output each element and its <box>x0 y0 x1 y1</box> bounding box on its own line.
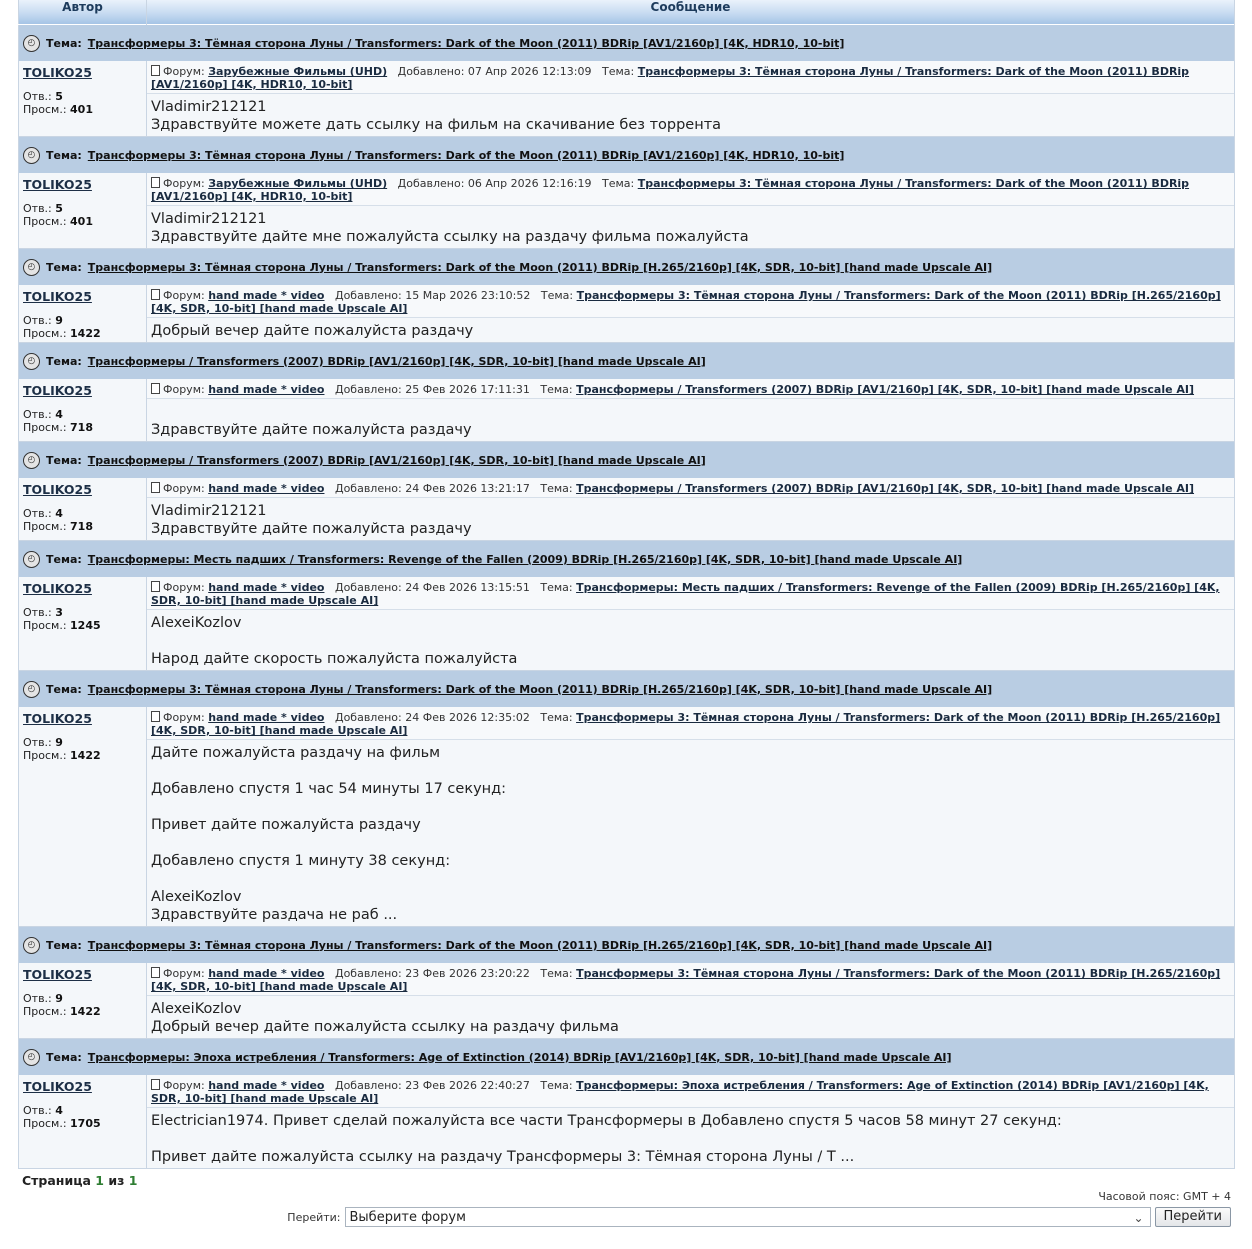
views-count: 1422 <box>70 749 101 762</box>
views-stat <box>23 215 142 228</box>
topic-icon: ◴ <box>23 937 40 954</box>
post-body <box>147 318 1234 342</box>
footer <box>18 1169 1235 1249</box>
author-cell <box>19 707 147 927</box>
post-line: Здравствуйте дайте мне пожалуйста ссылку на раздачу фильма пожалуйста <box>151 229 749 245</box>
views-label: Просм.: <box>23 1117 71 1130</box>
forum-link[interactable]: hand made * video <box>208 581 325 594</box>
post-line <box>151 632 1230 650</box>
post-icon[interactable] <box>151 383 160 394</box>
views-label: Просм.: <box>23 103 71 116</box>
author-name[interactable]: TOLIKO25 <box>23 1079 92 1094</box>
message-cell <box>147 61 1235 137</box>
chevron-down-icon: ⌄ <box>1133 1211 1144 1225</box>
post-body <box>147 1108 1234 1168</box>
post-date: 15 Мар 2026 23:10:52 <box>405 289 531 302</box>
post-line: Добавлено спустя 1 минуту 38 секунд: <box>151 853 451 869</box>
post-line: Добавлено спустя 1 час 54 минуты 17 секунд: <box>151 781 507 797</box>
topic-row <box>19 927 1235 964</box>
post-body <box>147 740 1234 926</box>
topic-line <box>19 35 1234 52</box>
post-meta <box>147 963 1234 996</box>
pagination <box>22 1173 137 1188</box>
post-topic-link[interactable]: Трансформеры 3: Тёмная сторона Луны / Transformers: Dark of the Moon (2011) BDRip [H.265/2160p] [4K, SDR, 10-bit] [hand made Upscale AI] <box>151 711 1221 737</box>
topic-cell <box>19 927 1235 964</box>
post-date: 23 Фев 2026 23:20:22 <box>405 967 530 980</box>
topic-row <box>19 25 1235 62</box>
topic-label: Тема: <box>540 581 577 594</box>
post-line: Дайте пожалуйста раздачу на фильм <box>151 745 441 761</box>
author-cell <box>19 61 147 137</box>
forum-label: Форум: <box>163 482 209 495</box>
post-icon[interactable] <box>151 581 160 592</box>
topic-icon: ◴ <box>23 681 40 698</box>
post-line <box>151 403 1230 421</box>
topic-link[interactable]: Трансформеры 3: Тёмная сторона Луны / Transformers: Dark of the Moon (2011) BDRip [AV1/2160p] [4K, HDR10, 10-bit] <box>87 148 845 162</box>
replies-stat <box>23 202 142 215</box>
topic-label: Тема: <box>602 65 638 78</box>
topic-icon: ◴ <box>23 353 40 370</box>
topic-cell <box>19 1039 1235 1076</box>
forum-jump <box>287 1207 1231 1227</box>
author-name[interactable]: TOLIKO25 <box>23 581 92 596</box>
topic-link[interactable]: Трансформеры / Transformers (2007) BDRip [AV1/2160p] [4K, SDR, 10-bit] [hand made Upscale AI] <box>87 453 706 467</box>
message-cell <box>147 1075 1235 1169</box>
topic-label: Тема: <box>46 148 82 162</box>
replies-label: Отв.: <box>23 314 56 327</box>
post-row <box>19 577 1235 671</box>
post-line: AlexeiKozlov <box>151 1001 242 1017</box>
topic-label: Тема: <box>540 482 577 495</box>
replies-label: Отв.: <box>23 202 56 215</box>
forum-label: Форум: <box>163 65 209 78</box>
topic-link[interactable]: Трансформеры 3: Тёмная сторона Луны / Transformers: Dark of the Moon (2011) BDRip [H.265/2160p] [4K, SDR, 10-bit] [hand made Upscale AI] <box>87 260 993 274</box>
replies-label: Отв.: <box>23 1104 56 1117</box>
author-name[interactable]: TOLIKO25 <box>23 967 92 982</box>
views-stat <box>23 421 142 434</box>
post-row <box>19 379 1235 442</box>
message-cell <box>147 173 1235 249</box>
page-label: Страница <box>22 1173 91 1188</box>
added-label: Добавлено: <box>334 482 406 495</box>
forum-link[interactable]: hand made * video <box>208 289 325 302</box>
post-topic-link[interactable]: Трансформеры 3: Тёмная сторона Луны / Transformers: Dark of the Moon (2011) BDRip [H.265/2160p] [4K, SDR, 10-bit] [hand made Upscale AI] <box>151 967 1221 993</box>
post-row <box>19 1075 1235 1169</box>
post-line <box>151 762 1230 780</box>
topic-cell <box>19 249 1235 286</box>
post-icon[interactable] <box>151 65 160 76</box>
topic-cell <box>19 442 1235 479</box>
author-name[interactable]: TOLIKO25 <box>23 711 92 726</box>
post-meta <box>147 707 1234 740</box>
replies-count: 9 <box>55 992 63 1005</box>
post-date: 23 Фев 2026 22:40:27 <box>405 1079 530 1092</box>
post-line <box>151 1130 1230 1148</box>
replies-count: 4 <box>55 408 63 421</box>
forum-label: Форум: <box>163 177 209 190</box>
replies-count: 9 <box>55 314 63 327</box>
topic-label: Тема: <box>540 967 577 980</box>
topic-line <box>19 452 1234 469</box>
replies-stat <box>23 408 142 421</box>
views-count: 1422 <box>70 1005 101 1018</box>
replies-stat <box>23 736 142 749</box>
forum-label: Форум: <box>163 581 209 594</box>
views-count: 1705 <box>70 1117 101 1130</box>
views-stat <box>23 1117 142 1130</box>
views-label: Просм.: <box>23 619 71 632</box>
post-line: Привет дайте пожалуйста раздачу <box>151 817 421 833</box>
views-label: Просм.: <box>23 520 71 533</box>
post-line: Добрый вечер дайте пожалуйста раздачу <box>151 323 474 339</box>
topic-icon: ◴ <box>23 35 40 52</box>
topic-label: Тема: <box>46 453 82 467</box>
replies-stat <box>23 507 142 520</box>
added-label: Добавлено: <box>334 1079 406 1092</box>
added-label: Добавлено: <box>334 581 406 594</box>
replies-label: Отв.: <box>23 606 56 619</box>
jump-label: Перейти: <box>287 1210 341 1224</box>
forum-label: Форум: <box>163 383 209 396</box>
forum-link[interactable]: Зарубежные Фильмы (UHD) <box>208 65 388 78</box>
added-label: Добавлено: <box>334 711 406 724</box>
topic-label: Тема: <box>540 289 577 302</box>
post-row <box>19 285 1235 343</box>
views-count: 718 <box>70 421 93 434</box>
post-meta <box>147 285 1234 318</box>
topic-cell <box>19 343 1235 380</box>
post-row <box>19 61 1235 137</box>
topic-label: Тема: <box>540 711 577 724</box>
post-date: 24 Фев 2026 13:21:17 <box>405 482 530 495</box>
post-meta <box>147 173 1234 206</box>
views-count: 1422 <box>70 327 101 340</box>
post-line: Vladimir212121 <box>151 503 267 519</box>
message-column-header[interactable]: Сообщение <box>147 0 1235 25</box>
replies-stat <box>23 314 142 327</box>
post-row <box>19 963 1235 1039</box>
post-date: 24 Фев 2026 13:15:51 <box>405 581 530 594</box>
message-cell <box>147 577 1235 671</box>
views-stat <box>23 327 142 340</box>
topic-cell <box>19 671 1235 708</box>
post-row <box>19 173 1235 249</box>
views-count: 1245 <box>70 619 101 632</box>
post-line <box>151 834 1230 852</box>
topic-cell <box>19 137 1235 174</box>
post-line: Здравствуйте можете дать ссылку на фильм на скачивание без торрента <box>151 117 722 133</box>
topic-row <box>19 442 1235 479</box>
post-line: Vladimir212121 <box>151 99 267 115</box>
post-meta <box>147 1075 1234 1108</box>
post-line: AlexeiKozlov <box>151 889 242 905</box>
topic-row <box>19 1039 1235 1076</box>
views-stat <box>23 619 142 632</box>
topic-label: Тема: <box>46 1050 82 1064</box>
post-icon[interactable] <box>151 1079 160 1090</box>
post-meta <box>147 379 1234 399</box>
post-icon[interactable] <box>151 711 160 722</box>
forum-label: Форум: <box>163 967 209 980</box>
replies-count: 5 <box>55 90 63 103</box>
timezone-info: Часовой пояс: GMT + 4 <box>1098 1190 1231 1203</box>
topic-line <box>19 681 1234 698</box>
post-line: Здравствуйте дайте пожалуйста раздачу <box>151 422 472 438</box>
views-stat <box>23 1005 142 1018</box>
post-line: Народ дайте скорость пожалуйста пожалуйста <box>151 651 518 667</box>
forum-link[interactable]: hand made * video <box>208 1079 325 1092</box>
author-cell <box>19 577 147 671</box>
replies-count: 3 <box>55 606 63 619</box>
topic-line <box>19 147 1234 164</box>
post-date: 24 Фев 2026 12:35:02 <box>405 711 530 724</box>
post-topic-link[interactable]: Трансформеры: Месть падших / Transformers: Revenge of the Fallen (2009) BDRip [H.265/2160p] [4K, SDR, 10-bit] [hand made Upscale AI] <box>151 581 1220 607</box>
replies-count: 9 <box>55 736 63 749</box>
replies-stat <box>23 606 142 619</box>
author-cell <box>19 285 147 343</box>
topic-line <box>19 937 1234 954</box>
author-name[interactable]: TOLIKO25 <box>23 289 92 304</box>
author-name[interactable]: TOLIKO25 <box>23 482 92 497</box>
forum-label: Форум: <box>163 289 209 302</box>
post-body <box>147 610 1234 670</box>
views-label: Просм.: <box>23 421 71 434</box>
post-topic-link[interactable]: Трансформеры / Transformers (2007) BDRip [AV1/2160p] [4K, SDR, 10-bit] [hand made Upscale AI] <box>576 383 1195 396</box>
forum-link[interactable]: hand made * video <box>208 383 325 396</box>
added-label: Добавлено: <box>397 65 468 78</box>
forum-link[interactable]: hand made * video <box>208 482 325 495</box>
topic-label: Тема: <box>46 552 82 566</box>
post-body <box>147 498 1234 540</box>
post-topic-link[interactable]: Трансформеры / Transformers (2007) BDRip [AV1/2160p] [4K, SDR, 10-bit] [hand made Upscale AI] <box>576 482 1195 495</box>
post-body <box>147 996 1234 1038</box>
topic-link[interactable]: Трансформеры: Месть падших / Transformers: Revenge of the Fallen (2009) BDRip [H.265/2160p] [4K, SDR, 10-bit] [hand made Upscale AI] <box>87 552 963 566</box>
forum-link[interactable]: Зарубежные Фильмы (UHD) <box>208 177 388 190</box>
topic-label: Тема: <box>540 1079 577 1092</box>
forum-select-value: Выберите форум <box>349 1210 466 1225</box>
message-cell <box>147 478 1235 541</box>
forum-link[interactable]: hand made * video <box>208 711 325 724</box>
topic-label: Тема: <box>46 682 82 696</box>
post-topic-link[interactable]: Трансформеры 3: Тёмная сторона Луны / Transformers: Dark of the Moon (2011) BDRip [AV1/2160p] [4K, HDR10, 10-bit] <box>151 65 1190 91</box>
author-cell <box>19 478 147 541</box>
forum-label: Форум: <box>163 711 209 724</box>
post-body <box>147 399 1234 441</box>
forum-link[interactable]: hand made * video <box>208 967 325 980</box>
replies-stat <box>23 1104 142 1117</box>
author-name[interactable]: TOLIKO25 <box>23 177 92 192</box>
replies-label: Отв.: <box>23 736 56 749</box>
page-current: 1 <box>95 1173 104 1188</box>
post-line: Добрый вечер дайте пожалуйста ссылку на раздачу фильма <box>151 1019 619 1035</box>
added-label: Добавлено: <box>334 383 406 396</box>
post-date: 07 Апр 2026 12:13:09 <box>467 65 592 78</box>
post-topic-link[interactable]: Трансформеры 3: Тёмная сторона Луны / Transformers: Dark of the Moon (2011) BDRip [AV1/2160p] [4K, HDR10, 10-bit] <box>151 177 1190 203</box>
topic-row <box>19 541 1235 578</box>
author-cell <box>19 173 147 249</box>
views-stat <box>23 520 142 533</box>
message-cell <box>147 379 1235 442</box>
topic-row <box>19 137 1235 174</box>
topic-icon: ◴ <box>23 551 40 568</box>
author-name[interactable]: TOLIKO25 <box>23 383 92 398</box>
views-stat <box>23 103 142 116</box>
author-cell <box>19 1075 147 1169</box>
topic-cell <box>19 541 1235 578</box>
replies-label: Отв.: <box>23 90 56 103</box>
replies-label: Отв.: <box>23 507 56 520</box>
message-cell <box>147 707 1235 927</box>
post-line <box>151 798 1230 816</box>
page-total: 1 <box>128 1173 138 1188</box>
post-icon[interactable] <box>151 482 160 493</box>
views-label: Просм.: <box>23 749 71 762</box>
topic-label: Тема: <box>602 177 638 190</box>
author-cell <box>19 963 147 1039</box>
post-line: Electrician1974. Привет сделай пожалуйста все части Трансформеры в Добавлено спустя 5 часов 58 минут 27 секунд: <box>151 1113 1062 1129</box>
post-meta <box>147 61 1234 94</box>
topic-label: Тема: <box>46 260 82 274</box>
post-date: 25 Фев 2026 17:11:31 <box>405 383 530 396</box>
topic-icon: ◴ <box>23 452 40 469</box>
topic-row <box>19 343 1235 380</box>
topic-icon: ◴ <box>23 1049 40 1066</box>
topic-link[interactable]: Трансформеры: Эпоха истребления / Transformers: Age of Extinction (2014) BDRip [AV1/2160p] [4K, SDR, 10-bit] [hand made Upscale AI] <box>87 1050 952 1064</box>
topic-cell <box>19 25 1235 62</box>
topic-label: Тема: <box>540 383 577 396</box>
post-icon[interactable] <box>151 967 160 978</box>
post-line: Vladimir212121 <box>151 211 267 227</box>
post-date: 06 Апр 2026 12:16:19 <box>467 177 592 190</box>
message-cell <box>147 963 1235 1039</box>
post-topic-link[interactable]: Трансформеры: Эпоха истребления / Transformers: Age of Extinction (2014) BDRip [AV1/2160p] [4K, SDR, 10-bit] [hand made Upscale AI] <box>151 1079 1209 1105</box>
topic-link[interactable]: Трансформеры / Transformers (2007) BDRip [AV1/2160p] [4K, SDR, 10-bit] [hand made Upscale AI] <box>87 354 706 368</box>
views-label: Просм.: <box>23 327 71 340</box>
topic-link[interactable]: Трансформеры 3: Тёмная сторона Луны / Transformers: Dark of the Moon (2011) BDRip [H.265/2160p] [4K, SDR, 10-bit] [hand made Upscale AI] <box>87 682 993 696</box>
post-body <box>147 206 1234 248</box>
topic-line <box>19 353 1234 370</box>
added-label: Добавлено: <box>397 177 468 190</box>
post-icon[interactable] <box>151 177 160 188</box>
replies-label: Отв.: <box>23 408 56 421</box>
search-results <box>18 0 1235 1249</box>
replies-count: 4 <box>55 1104 63 1117</box>
topic-link[interactable]: Трансформеры 3: Тёмная сторона Луны / Transformers: Dark of the Moon (2011) BDRip [H.265/2160p] [4K, SDR, 10-bit] [hand made Upscale AI] <box>87 938 993 952</box>
post-row <box>19 478 1235 541</box>
topic-label: Тема: <box>46 36 82 50</box>
added-label: Добавлено: <box>334 967 406 980</box>
replies-count: 5 <box>55 202 63 215</box>
message-cell <box>147 285 1235 343</box>
post-meta <box>147 478 1234 498</box>
topic-icon: ◴ <box>23 259 40 276</box>
post-line: Здравствуйте раздача не раб ... <box>151 907 398 923</box>
added-label: Добавлено: <box>334 289 406 302</box>
results-table <box>18 0 1235 1169</box>
replies-stat <box>23 90 142 103</box>
post-line: Здравствуйте дайте пожалуйста раздачу <box>151 521 472 537</box>
post-icon[interactable] <box>151 289 160 300</box>
topic-row <box>19 671 1235 708</box>
jump-button[interactable]: Перейти <box>1155 1207 1232 1227</box>
views-label: Просм.: <box>23 215 71 228</box>
post-topic-link[interactable]: Трансформеры 3: Тёмная сторона Луны / Transformers: Dark of the Moon (2011) BDRip [H.265/2160p] [4K, SDR, 10-bit] [hand made Upscale AI] <box>151 289 1221 315</box>
topic-link[interactable]: Трансформеры 3: Тёмная сторона Луны / Transformers: Dark of the Moon (2011) BDRip [AV1/2160p] [4K, HDR10, 10-bit] <box>87 36 845 50</box>
views-count: 401 <box>70 103 93 116</box>
forum-select[interactable] <box>345 1207 1151 1227</box>
post-line: Привет дайте пожалуйста ссылку на раздачу Трансформеры 3: Тёмная сторона Луны / Т ... <box>151 1149 855 1165</box>
page-of: из <box>108 1173 125 1188</box>
post-row <box>19 707 1235 927</box>
replies-label: Отв.: <box>23 992 56 1005</box>
post-line <box>151 870 1230 888</box>
replies-stat <box>23 992 142 1005</box>
forum-label: Форум: <box>163 1079 209 1092</box>
views-count: 718 <box>70 520 93 533</box>
topic-line <box>19 1049 1234 1066</box>
topic-label: Тема: <box>46 938 82 952</box>
post-body <box>147 94 1234 136</box>
topic-row <box>19 249 1235 286</box>
post-line: AlexeiKozlov <box>151 615 242 631</box>
author-column-header[interactable]: Автор <box>19 0 147 25</box>
replies-count: 4 <box>55 507 63 520</box>
topic-label: Тема: <box>46 354 82 368</box>
topic-icon: ◴ <box>23 147 40 164</box>
views-stat <box>23 749 142 762</box>
views-label: Просм.: <box>23 1005 71 1018</box>
author-name[interactable]: TOLIKO25 <box>23 65 92 80</box>
views-count: 401 <box>70 215 93 228</box>
author-cell <box>19 379 147 442</box>
post-meta <box>147 577 1234 610</box>
topic-line <box>19 259 1234 276</box>
topic-line <box>19 551 1234 568</box>
